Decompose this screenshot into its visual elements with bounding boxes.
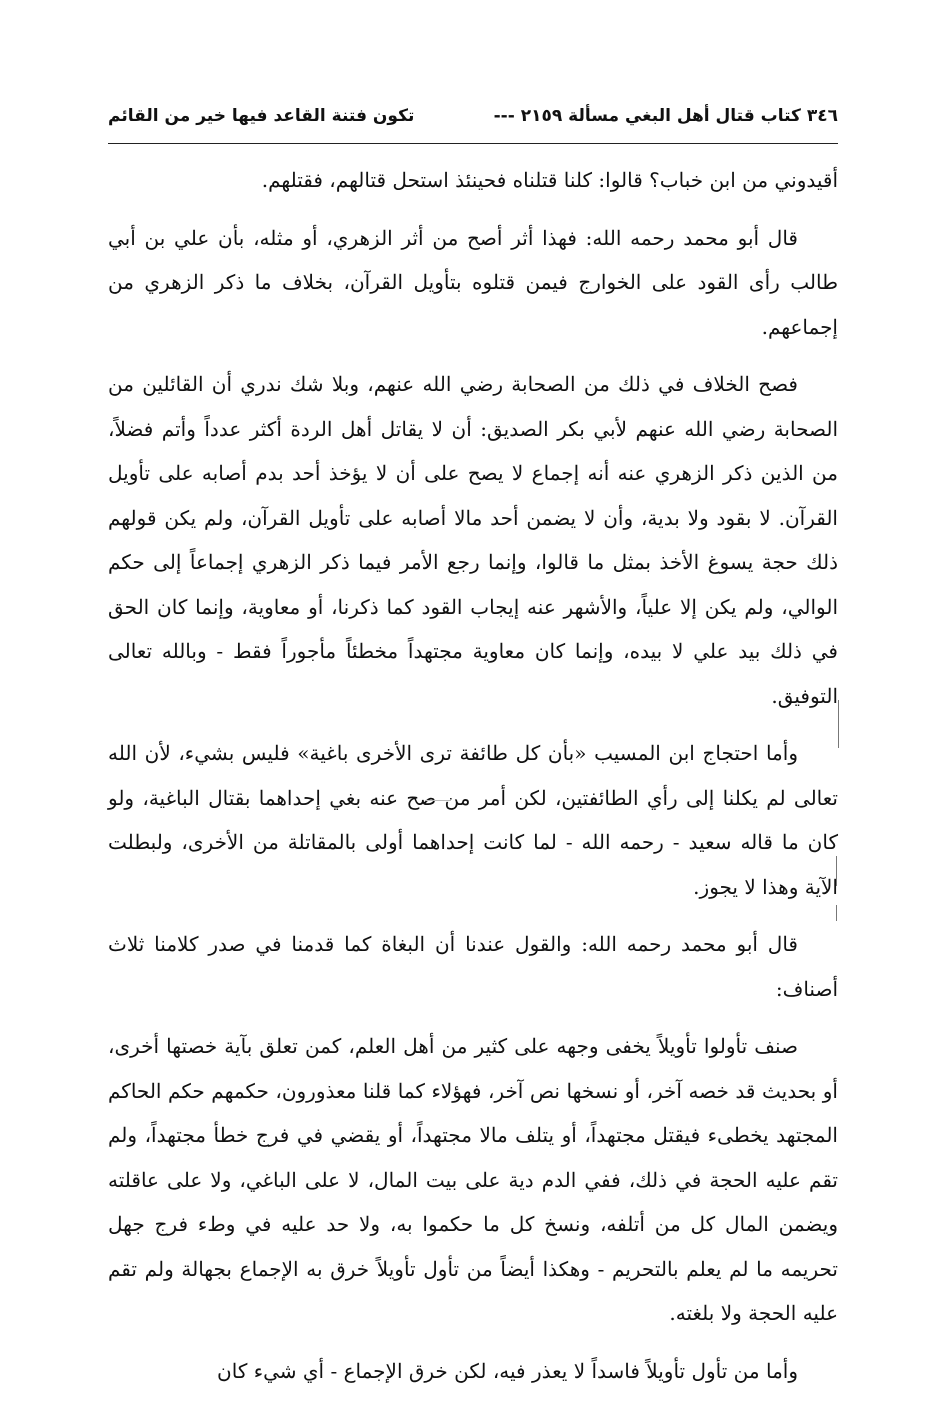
header-section-title: تكون فتنة القاعد فيها خير من القائم bbox=[108, 106, 415, 126]
paragraph-4: وأما احتجاج ابن المسيب «بأن كل طائفة ترى الأخرى باغية» فليس بشيء، لأن الله تعالى لم يكلنا إلى رأي الطائفتين، لكن أمر من صح عنه بغي إحداهما بقتال الباغية، ولو كان ما قاله سعيد - رحمه الله - لما كانت إحداهما أولى بالمقاتلة من الأخرى، ولبطلت الآية وهذا لا يجوز. bbox=[108, 741, 838, 899]
header-rule bbox=[108, 143, 838, 144]
paragraph-7: وأما من تأول تأويلاً فاسداً لا يعذر فيه، لكن خرق الإجماع - أي شيء كان bbox=[217, 1358, 798, 1383]
margin-mark bbox=[836, 905, 837, 921]
scan-speck bbox=[425, 800, 451, 801]
paragraph-2: قال أبو محمد رحمه الله: فهذا أثر أصح من أثر الزهري، أو مثله، بأن علي بن أبي طالب رأى القود على الخوارج فيمن قتلوه بتأويل القرآن، بخلاف ما ذكر الزهري من إجماعهم. bbox=[108, 225, 838, 339]
paragraph-3: فصح الخلاف في ذلك من الصحابة رضي الله عنهم، وبلا شك ندري أن القائلين من الصحابة رضي الله عنهم لأبي بكر الصديق: أن لا يقاتل أهل الردة أكثر عدداً وأتم فضلاً، من الذين ذكر الزهري عنه أنه إجماع لا يصح على أن لا يؤخذ أحد بدم أصابه على تأويل القرآن. لا بقود ولا بدية، وأن لا يضمن أحد مالا أصابه على تأويل القرآن، ولم يكن قولهم ذلك حجة يسوغ الأخذ بمثل ما قالوا، وإنما رجع الأمر فيما ذكر الزهري إجماعاً إلى حكم الوالي، ولم يكن إلا علياً، والأشهر عنه إيجاب القود كما ذكرنا، أو معاوية، وإنما كان الحق في ذلك بيد علي لا بيده، وإنما كان معاوية مجتهداً مخطئاً مأجوراً فقط - وبالله تعالى التوفيق. bbox=[108, 372, 838, 708]
margin-mark bbox=[838, 700, 839, 748]
running-header bbox=[108, 100, 838, 144]
body-text bbox=[108, 158, 838, 1406]
paragraph-6: صنف تأولوا تأويلاً يخفى وجهه على كثير من أهل العلم، كمن تعلق بآية خصتها أخرى، أو بحديث قد خصه آخر، أو نسخها نص آخر، فهؤلاء كما قلنا معذورون، حكمهم حكم الحاكم المجتهد يخطىء فيقتل مجتهداً، أو يتلف مالا مجتهداً، أو يقضي في فرج خطأ مجتهداً، ولم تقم عليه الحجة في ذلك، ففي الدم دية على بيت المال، لا على الباغي، ولا على عاقلته ويضمن المال كل من أتلفه، ونسخ كل ما حكموا به، ولا حد عليه في وطء فرج جهل تحريمه ما لم يعلم بالتحريم - وهكذا أيضاً من تأول تأويلاً خرق به الإجماع بجهالة ولم تقم عليه الحجة ولا بلغته. bbox=[108, 1034, 838, 1325]
header-book-title: ٣٤٦ كتاب قتال أهل البغي مسألة ٢١٥٩ --- bbox=[493, 106, 838, 126]
margin-mark bbox=[836, 856, 837, 886]
paragraph-1: أقيدوني من ابن خباب؟ قالوا: كلنا قتلناه فحينئذ استحل قتالهم، فقتلهم. bbox=[261, 168, 838, 192]
paragraph-5: قال أبو محمد رحمه الله: والقول عندنا أن البغاة كما قدمنا في صدر كلامنا ثلاث أصناف: bbox=[108, 932, 838, 1001]
